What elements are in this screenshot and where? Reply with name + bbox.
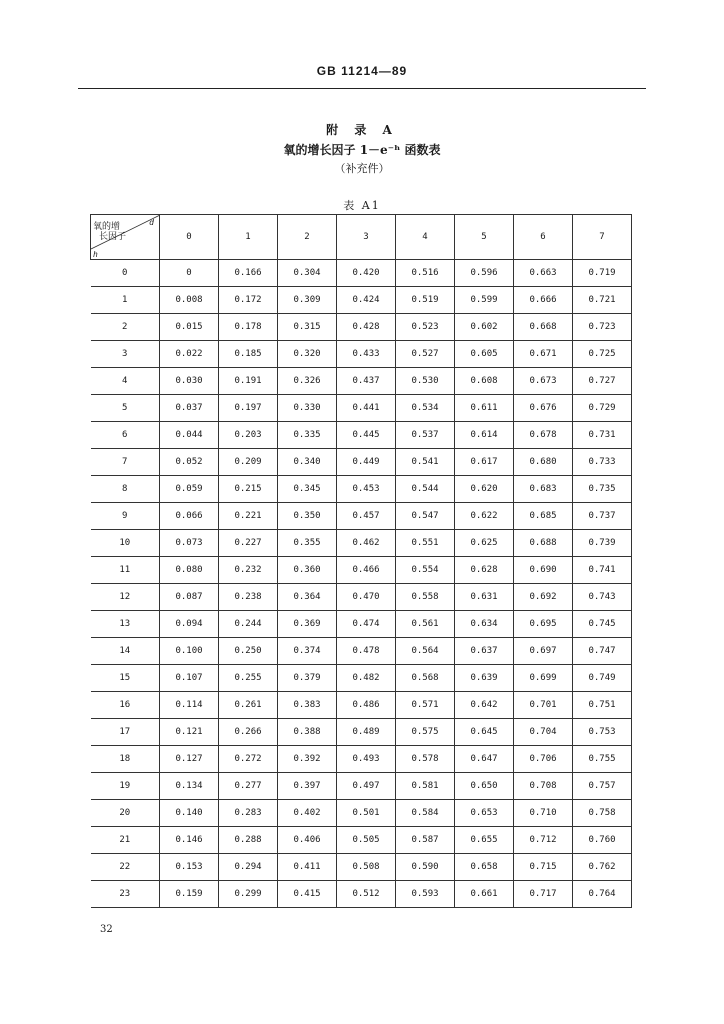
row-header-h: 10 (91, 530, 160, 557)
row-header-h: 17 (91, 719, 160, 746)
corner-d-label: d (149, 218, 154, 227)
table-cell: 0.397 (278, 773, 337, 800)
table-cell: 0.743 (573, 584, 632, 611)
table-cell: 0.360 (278, 557, 337, 584)
table-row (91, 449, 632, 476)
table-cell: 0.581 (396, 773, 455, 800)
table-cell: 0.666 (514, 287, 573, 314)
table-row (91, 503, 632, 530)
table-cell: 0.146 (160, 827, 219, 854)
table-cell: 0.534 (396, 395, 455, 422)
table-cell: 0.094 (160, 611, 219, 638)
table-cell: 0.100 (160, 638, 219, 665)
corner-label-line1: 氧的增 (93, 222, 121, 232)
table-cell: 0.723 (573, 314, 632, 341)
table-cell: 0.764 (573, 881, 632, 908)
row-header-h: 14 (91, 638, 160, 665)
table-cell: 0.080 (160, 557, 219, 584)
table-cell: 0.140 (160, 800, 219, 827)
table-cell: 0.699 (514, 665, 573, 692)
table-row (91, 341, 632, 368)
table-cell: 0.172 (219, 287, 278, 314)
table-cell: 0.114 (160, 692, 219, 719)
table-cell: 0.044 (160, 422, 219, 449)
table-cell: 0.304 (278, 260, 337, 287)
table-cell: 0.561 (396, 611, 455, 638)
table-cell: 0.620 (455, 476, 514, 503)
table-cell: 0.383 (278, 692, 337, 719)
table-cell: 0.668 (514, 314, 573, 341)
table-cell: 0.614 (455, 422, 514, 449)
table-cell: 0.470 (337, 584, 396, 611)
table-cell: 0.755 (573, 746, 632, 773)
table-cell: 0.741 (573, 557, 632, 584)
table-cell: 0.551 (396, 530, 455, 557)
column-header: 1 (219, 215, 278, 260)
table-cell: 0.159 (160, 881, 219, 908)
table-cell: 0.715 (514, 854, 573, 881)
table-row (91, 260, 632, 287)
table-cell: 0.678 (514, 422, 573, 449)
table-cell: 0.575 (396, 719, 455, 746)
table-cell: 0.628 (455, 557, 514, 584)
table-cell: 0.564 (396, 638, 455, 665)
table-body (91, 260, 632, 908)
table-row (91, 584, 632, 611)
table-cell: 0.731 (573, 422, 632, 449)
table-cell: 0.593 (396, 881, 455, 908)
table-cell: 0.701 (514, 692, 573, 719)
table-row (91, 665, 632, 692)
table-cell: 0.415 (278, 881, 337, 908)
table-cell: 0.326 (278, 368, 337, 395)
table-cell: 0.697 (514, 638, 573, 665)
table-cell: 0.294 (219, 854, 278, 881)
table-row (91, 854, 632, 881)
table-cell: 0.608 (455, 368, 514, 395)
table-cell: 0.717 (514, 881, 573, 908)
table-cell: 0.261 (219, 692, 278, 719)
table-cell: 0.406 (278, 827, 337, 854)
table-cell: 0.512 (337, 881, 396, 908)
table-cell: 0.255 (219, 665, 278, 692)
table-cell: 0.527 (396, 341, 455, 368)
table-cell: 0.571 (396, 692, 455, 719)
table-cell: 0.428 (337, 314, 396, 341)
table-cell: 0.482 (337, 665, 396, 692)
table-cell: 0.059 (160, 476, 219, 503)
table-cell: 0.022 (160, 341, 219, 368)
table-cell: 0.037 (160, 395, 219, 422)
table-cell: 0.710 (514, 800, 573, 827)
table-cell: 0.541 (396, 449, 455, 476)
column-header: 5 (455, 215, 514, 260)
table-cell: 0.547 (396, 503, 455, 530)
row-header-h: 1 (91, 287, 160, 314)
table-cell: 0.673 (514, 368, 573, 395)
page-number: 32 (100, 924, 113, 935)
row-header-h: 8 (91, 476, 160, 503)
table-cell: 0.402 (278, 800, 337, 827)
table-cell: 0.388 (278, 719, 337, 746)
table-cell: 0.637 (455, 638, 514, 665)
table-cell: 0.505 (337, 827, 396, 854)
table-cell: 0.411 (278, 854, 337, 881)
table-cell: 0.661 (455, 881, 514, 908)
table-cell: 0.704 (514, 719, 573, 746)
table-cell: 0.599 (455, 287, 514, 314)
table-row (91, 746, 632, 773)
table-cell: 0.602 (455, 314, 514, 341)
table-cell: 0.653 (455, 800, 514, 827)
table-title: 表 A1 (343, 199, 381, 212)
table-cell: 0.244 (219, 611, 278, 638)
table-cell: 0.544 (396, 476, 455, 503)
table-cell: 0.478 (337, 638, 396, 665)
table-cell: 0.107 (160, 665, 219, 692)
row-header-h: 9 (91, 503, 160, 530)
table-row (91, 692, 632, 719)
table-cell: 0.449 (337, 449, 396, 476)
table-cell: 0.729 (573, 395, 632, 422)
table-cell: 0.379 (278, 665, 337, 692)
table-cell: 0.466 (337, 557, 396, 584)
header-divider (78, 88, 646, 89)
table-cell: 0.739 (573, 530, 632, 557)
table-row (91, 800, 632, 827)
table-cell: 0.719 (573, 260, 632, 287)
table-cell: 0.747 (573, 638, 632, 665)
row-header-h: 11 (91, 557, 160, 584)
column-header: 6 (514, 215, 573, 260)
appendix-label: 附 录 A (326, 123, 398, 137)
table-cell: 0.683 (514, 476, 573, 503)
table-cell: 0.642 (455, 692, 514, 719)
table-cell: 0.486 (337, 692, 396, 719)
table-cell: 0.516 (396, 260, 455, 287)
table-cell: 0.622 (455, 503, 514, 530)
table-cell: 0.221 (219, 503, 278, 530)
table-cell: 0.134 (160, 773, 219, 800)
table-cell: 0.758 (573, 800, 632, 827)
table-cell: 0.052 (160, 449, 219, 476)
table-cell: 0.523 (396, 314, 455, 341)
corner-label-line2: 长因子 (99, 232, 127, 242)
table-cell: 0.340 (278, 449, 337, 476)
table-cell: 0.706 (514, 746, 573, 773)
table-cell: 0.462 (337, 530, 396, 557)
corner-h-label: h (93, 250, 98, 259)
table-cell: 0.227 (219, 530, 278, 557)
table-row (91, 422, 632, 449)
table-cell: 0.030 (160, 368, 219, 395)
column-header: 0 (160, 215, 219, 260)
table-cell: 0.191 (219, 368, 278, 395)
appendix-title: 氧的增长因子 1－e⁻ʰ 函数表 (283, 143, 441, 157)
table-cell: 0.203 (219, 422, 278, 449)
row-header-h: 6 (91, 422, 160, 449)
table-cell: 0.760 (573, 827, 632, 854)
table-cell: 0.288 (219, 827, 278, 854)
table-cell: 0.330 (278, 395, 337, 422)
table-cell: 0.250 (219, 638, 278, 665)
table-row (91, 314, 632, 341)
table-cell: 0.658 (455, 854, 514, 881)
table-cell: 0.283 (219, 800, 278, 827)
table-cell: 0.692 (514, 584, 573, 611)
table-cell: 0.753 (573, 719, 632, 746)
table-cell: 0.266 (219, 719, 278, 746)
row-header-h: 15 (91, 665, 160, 692)
table-cell: 0.745 (573, 611, 632, 638)
table-cell: 0.066 (160, 503, 219, 530)
table-cell: 0.587 (396, 827, 455, 854)
row-header-h: 19 (91, 773, 160, 800)
table-cell: 0.453 (337, 476, 396, 503)
table-cell: 0.727 (573, 368, 632, 395)
table-cell: 0.680 (514, 449, 573, 476)
table-cell: 0.634 (455, 611, 514, 638)
table-cell: 0.457 (337, 503, 396, 530)
table-row (91, 881, 632, 908)
table-cell: 0.232 (219, 557, 278, 584)
table-cell: 0.008 (160, 287, 219, 314)
table-cell: 0.508 (337, 854, 396, 881)
table-cell: 0.663 (514, 260, 573, 287)
row-header-h: 22 (91, 854, 160, 881)
table-cell: 0.519 (396, 287, 455, 314)
table-cell: 0.617 (455, 449, 514, 476)
table-cell: 0.209 (219, 449, 278, 476)
table-cell: 0.685 (514, 503, 573, 530)
table-cell: 0.725 (573, 341, 632, 368)
table-cell: 0.433 (337, 341, 396, 368)
table-cell: 0.441 (337, 395, 396, 422)
table-cell: 0.708 (514, 773, 573, 800)
table-row (91, 287, 632, 314)
table-row (91, 827, 632, 854)
column-header: 2 (278, 215, 337, 260)
function-table-container (90, 214, 631, 908)
row-header-h: 21 (91, 827, 160, 854)
table-cell: 0.350 (278, 503, 337, 530)
table-cell: 0.721 (573, 287, 632, 314)
table-cell: 0.650 (455, 773, 514, 800)
table-row (91, 719, 632, 746)
column-header: 4 (396, 215, 455, 260)
table-cell: 0.335 (278, 422, 337, 449)
row-header-h: 5 (91, 395, 160, 422)
row-header-h: 20 (91, 800, 160, 827)
column-header: 7 (573, 215, 632, 260)
row-header-h: 16 (91, 692, 160, 719)
row-header-h: 23 (91, 881, 160, 908)
table-cell: 0.749 (573, 665, 632, 692)
table-cell: 0.392 (278, 746, 337, 773)
table-cell: 0.153 (160, 854, 219, 881)
table-header-row (91, 215, 632, 260)
table-cell: 0.688 (514, 530, 573, 557)
row-header-h: 13 (91, 611, 160, 638)
appendix-note: （补充件） (334, 162, 390, 175)
table-cell: 0.671 (514, 341, 573, 368)
table-row (91, 368, 632, 395)
table-cell: 0.639 (455, 665, 514, 692)
table-cell: 0.369 (278, 611, 337, 638)
table-cell: 0.374 (278, 638, 337, 665)
table-cell: 0.320 (278, 341, 337, 368)
table-cell: 0.530 (396, 368, 455, 395)
table-cell: 0.178 (219, 314, 278, 341)
table-cell: 0.647 (455, 746, 514, 773)
table-cell: 0.554 (396, 557, 455, 584)
table-cell: 0 (160, 260, 219, 287)
table-cell: 0.757 (573, 773, 632, 800)
table-cell: 0.015 (160, 314, 219, 341)
table-cell: 0.751 (573, 692, 632, 719)
table-cell: 0.676 (514, 395, 573, 422)
table-cell: 0.474 (337, 611, 396, 638)
table-cell: 0.605 (455, 341, 514, 368)
table-cell: 0.596 (455, 260, 514, 287)
table-cell: 0.127 (160, 746, 219, 773)
table-cell: 0.625 (455, 530, 514, 557)
table-cell: 0.345 (278, 476, 337, 503)
table-cell: 0.712 (514, 827, 573, 854)
table-cell: 0.420 (337, 260, 396, 287)
table-cell: 0.493 (337, 746, 396, 773)
table-cell: 0.695 (514, 611, 573, 638)
table-cell: 0.501 (337, 800, 396, 827)
table-row (91, 557, 632, 584)
table-cell: 0.185 (219, 341, 278, 368)
standard-code-header: GB 11214—89 (316, 64, 408, 78)
table-cell: 0.215 (219, 476, 278, 503)
table-cell: 0.631 (455, 584, 514, 611)
table-cell: 0.578 (396, 746, 455, 773)
row-header-h: 12 (91, 584, 160, 611)
table-cell: 0.568 (396, 665, 455, 692)
table-cell: 0.645 (455, 719, 514, 746)
row-header-h: 18 (91, 746, 160, 773)
table-cell: 0.584 (396, 800, 455, 827)
table-cell: 0.690 (514, 557, 573, 584)
table-cell: 0.655 (455, 827, 514, 854)
row-header-h: 2 (91, 314, 160, 341)
row-header-h: 7 (91, 449, 160, 476)
table-cell: 0.238 (219, 584, 278, 611)
table-cell: 0.364 (278, 584, 337, 611)
table-cell: 0.497 (337, 773, 396, 800)
table-cell: 0.121 (160, 719, 219, 746)
table-cell: 0.762 (573, 854, 632, 881)
table-cell: 0.437 (337, 368, 396, 395)
table-cell: 0.611 (455, 395, 514, 422)
table-cell: 0.537 (396, 422, 455, 449)
table-cell: 0.489 (337, 719, 396, 746)
table-cell: 0.733 (573, 449, 632, 476)
table-cell: 0.087 (160, 584, 219, 611)
table-cell: 0.277 (219, 773, 278, 800)
table-cell: 0.315 (278, 314, 337, 341)
table-row (91, 773, 632, 800)
table-row (91, 611, 632, 638)
table-cell: 0.424 (337, 287, 396, 314)
table-row (91, 638, 632, 665)
table-cell: 0.309 (278, 287, 337, 314)
table-cell: 0.166 (219, 260, 278, 287)
row-header-h: 4 (91, 368, 160, 395)
table-cell: 0.272 (219, 746, 278, 773)
table-cell: 0.073 (160, 530, 219, 557)
table-row (91, 476, 632, 503)
table-cell: 0.355 (278, 530, 337, 557)
table-cell: 0.299 (219, 881, 278, 908)
table-cell: 0.590 (396, 854, 455, 881)
table-row (91, 530, 632, 557)
column-header: 3 (337, 215, 396, 260)
row-header-h: 3 (91, 341, 160, 368)
function-table (90, 214, 632, 908)
row-header-h: 0 (91, 260, 160, 287)
table-cell: 0.737 (573, 503, 632, 530)
table-cell: 0.735 (573, 476, 632, 503)
table-row (91, 395, 632, 422)
table-cell: 0.197 (219, 395, 278, 422)
table-cell: 0.445 (337, 422, 396, 449)
table-corner-cell (91, 215, 160, 260)
table-cell: 0.558 (396, 584, 455, 611)
